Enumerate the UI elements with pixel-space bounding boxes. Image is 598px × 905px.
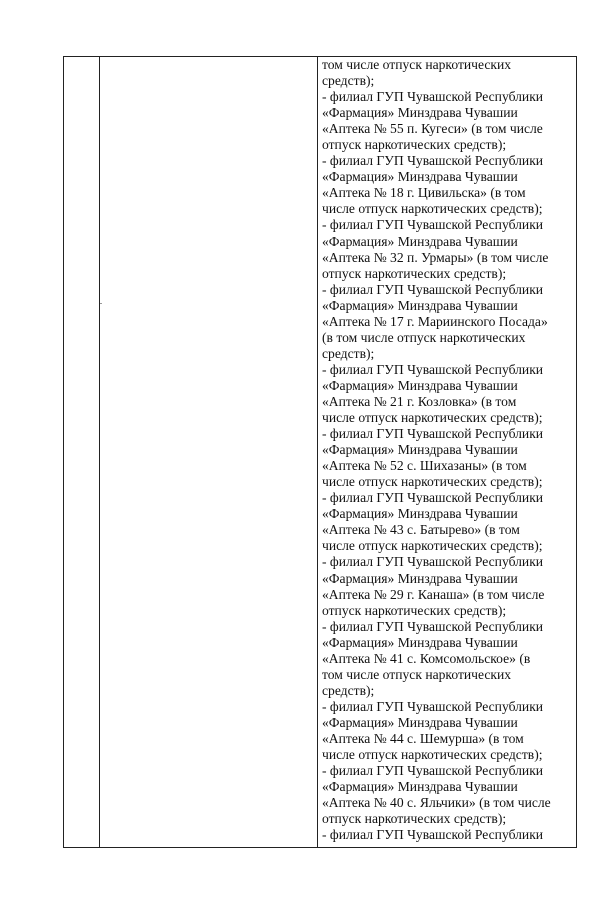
text-line: том числе отпуск наркотических [322,666,512,682]
text-line: - филиал ГУП Чувашской Республики [322,361,544,377]
text-line: «Аптека № 44 с. Шемурша» (в том [322,730,524,746]
text-line: отпуск наркотических средств); [322,137,507,153]
text-line: числе отпуск наркотических средств); [322,201,543,217]
text-line: средств); [322,682,375,698]
text-line: - филиал ГУП Чувашской Республики [322,426,544,442]
text-line: - филиал ГУП Чувашской Республики [322,217,544,233]
text-line: - филиал ГУП Чувашской Республики [322,618,544,634]
text-line: (в том числе отпуск наркотических [322,329,526,345]
text-line: «Аптека № 17 г. Мариинского Посада» [322,313,548,329]
scan-speck [100,303,102,304]
text-line: - филиал ГУП Чувашской Республики [322,89,544,105]
text-line: «Фармация» Минздрава Чувашии [322,297,518,313]
text-line: - филиал ГУП Чувашской Республики [322,554,544,570]
text-line: «Фармация» Минздрава Чувашии [322,506,518,522]
text-line: средств); [322,73,375,89]
text-line: «Аптека № 40 с. Яльчики» (в том числе [322,795,551,811]
text-line: «Аптека № 52 с. Шихазаны» (в том [322,458,527,474]
text-line: «Аптека № 32 п. Урмары» (в том числе [322,249,549,265]
text-line: - филиал ГУП Чувашской Республики [322,827,544,843]
text-line: «Фармация» Минздрава Чувашии [322,779,518,795]
text-line: числе отпуск наркотических средств); [322,410,543,426]
text-line: числе отпуск наркотических средств); [322,474,543,490]
text-line: «Аптека № 43 с. Батырево» (в том [322,522,520,538]
text-line: «Фармация» Минздрава Чувашии [322,442,518,458]
text-line: «Фармация» Минздрава Чувашии [322,169,518,185]
text-line: «Фармация» Минздрава Чувашии [322,377,518,393]
text-line: «Аптека № 55 п. Кугеси» (в том числе [322,121,543,137]
text-line: «Фармация» Минздрава Чувашии [322,634,518,650]
text-line: «Аптека № 18 г. Цивильска» (в том [322,185,526,201]
text-line: отпуск наркотических средств); [322,811,507,827]
text-line: средств); [322,345,375,361]
column-divider-1 [99,57,100,847]
text-line: - филиал ГУП Чувашской Республики [322,490,544,506]
text-line: том числе отпуск наркотических [322,57,512,72]
text-line: «Аптека № 41 с. Комсомольское» (в [322,650,531,666]
column-divider-2 [317,57,318,847]
text-line: «Фармация» Минздрава Чувашии [322,570,518,586]
text-line: отпуск наркотических средств); [322,602,507,618]
pharmacy-list-cell [322,57,576,843]
text-line: «Фармация» Минздрава Чувашии [322,105,518,121]
text-line: - филиал ГУП Чувашской Республики [322,698,544,714]
text-line: - филиал ГУП Чувашской Республики [322,763,544,779]
text-line: - филиал ГУП Чувашской Республики [322,153,544,169]
text-line: числе отпуск наркотических средств); [322,747,543,763]
text-line: «Аптека № 29 г. Канаша» (в том числе [322,586,545,602]
text-line: «Аптека № 21 г. Козловка» (в том [322,393,517,409]
text-line: - филиал ГУП Чувашской Республики [322,281,544,297]
text-line: числе отпуск наркотических средств); [322,538,543,554]
text-line: «Фармация» Минздрава Чувашии [322,233,518,249]
pharmacy-table [63,56,577,848]
text-line: «Фармация» Минздрава Чувашии [322,714,518,730]
text-line: отпуск наркотических средств); [322,265,507,281]
